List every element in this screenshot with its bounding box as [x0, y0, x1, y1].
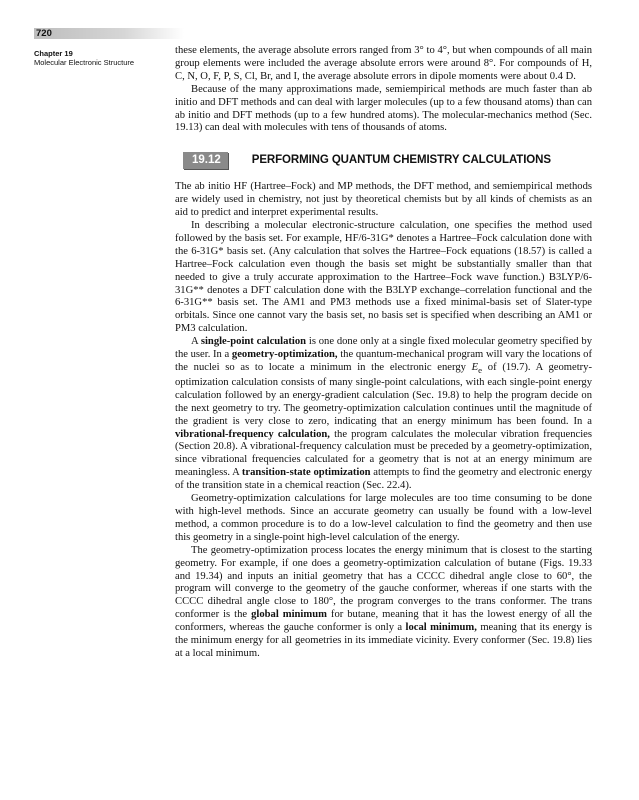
paragraph-minima [175, 545, 592, 661]
text-run: The geometry-optimization process locates the energy minimum that is closest to the starting geometry. For example, if one does a geometry-optimization calculation of butane (Figs. 19.33 and 19.34) and inputs an initial geometry that has a CCCC dihedral angle close to 60°, the program will converge to the geometry of the gauche conformer, whereas if one starts with the CCCC dihedral angle close to 180°, the program converges to the trans conformer. The trans conformer is the [175, 544, 592, 621]
term-transition-state: transition-state optimization [241, 467, 371, 479]
energy-symbol: E [471, 361, 479, 373]
section-number: 19.12 [183, 152, 228, 169]
section-heading [175, 152, 592, 169]
chapter-sidebar [34, 49, 174, 67]
paragraph-large-molecules: Geometry-optimization calculations for large molecules are too time consuming to be done with high-level methods. Since an accurate geometry can usually be found with a low-level method, a common procedure is to do a low-level calculation to find the geometry and then use this geometry in a single-point high-level calculation of the energy. [175, 493, 592, 543]
text-run: of (19.7). A geometry-optimization calculation consists of many single-point calculations, with each single-point energy calculation followed by an energy-gradient calculation (Sec. 19.8) to help the program decide on the next geometry to try. The geometry-optimization calculation continues until the magnitude of the gradient is very close to zero, indicating that an energy minimum has been found. In a [175, 361, 593, 427]
term-local-minimum: local minimum, [405, 622, 477, 634]
term-vibrational-frequency: vibrational-frequency calculation, [175, 428, 330, 440]
term-global-minimum: global minimum [251, 609, 327, 621]
energy-subscript: e [478, 365, 483, 376]
chapter-label: Chapter 19 [34, 49, 73, 58]
page-number-bar [34, 28, 184, 39]
paragraph-methods: The ab initio HF (Hartree–Fock) and MP methods, the DFT method, and semiempirical methods are widely used in chemistry, not just by theoretical chemists but by all kinds of chemists as an aid to predict and interpret experimental results. [175, 181, 592, 219]
text-run: the program calculates the molecular vibration frequencies (Section 20.8). A vibrational-frequency calculation must be preceded by a geometry-optimization, since vibrational frequencies calculated for a geometry that is not at an energy minimum are meaningless. A [175, 428, 592, 479]
text-run: attempts to find the geometry and electronic energy of the transition state in a chemical reaction (Sec. 22.4). [175, 467, 592, 492]
text-run: meaning that its energy is the minimum energy for all geometries in its immediate vicinity. Every conformer (Sec. 19.8) lies at a local minimum. [175, 622, 593, 659]
term-single-point: single-point calculation [200, 336, 307, 348]
page-number: 720 [36, 28, 52, 39]
section-title: PERFORMING QUANTUM CHEMISTRY CALCULATIONS [251, 154, 551, 167]
text-run: the quantum-mechanical program will vary the locations of the nuclei so as to locate a minimum in the electronic energy [175, 349, 592, 373]
text-run: A [191, 336, 201, 348]
chapter-title: Molecular Electronic Structure [34, 58, 135, 67]
paragraph-intro: these elements, the average absolute errors ranged from 3° to 4°, but when compounds of all main group elements were included the average absolute errors were around 8°. For compounds of H, C, N, O, F, P, S, Cl, Br, and I, the average absolute errors in dipole moments were about 0.4 D. [175, 45, 592, 82]
paragraph-calculation-types [175, 336, 592, 493]
term-geometry-optimization: geometry-optimization, [231, 349, 338, 361]
text-run: is one done only at a single fixed molecular geometry specified by the user. In a [175, 336, 592, 361]
main-text-column [175, 45, 592, 661]
paragraph-semiempirical: Because of the many approximations made, semiempirical methods are much faster than ab initio and DFT methods and can deal with larger molecules (up to a few thousand atoms) than can ab initio and DFT methods (up to a few hundred atoms). The molecular-mechanics method (Sec. 19.13) can deal with molecules with tens of thousands of atoms. [175, 83, 592, 134]
text-run: for butane, meaning that it has the lowest energy of all the conformers, whereas the gauche conformer is only a [175, 609, 593, 634]
paragraph-basis-set: In describing a molecular electronic-structure calculation, one specifies the method used followed by the basis set. For example, HF/6-31G* denotes a Hartree–Fock calculation done with the 6-31G* basis set. (Any calculation that solves the Hartree–Fock equations (18.57) is called a Hartree–Fock calculation even though the basis set might be substantially smaller than that needed to give a truly accurate approximation to the Hartree–Fock wave function.) B3LYP/6-31G** denotes a DFT calculation done with the B3LYP exchange–correlation functional and the 6-31G** basis set. The AM1 and PM3 methods use a fixed minimal-basis set of Slater-type orbitals. Since one cannot vary the basis set, no basis set is specified when describing an AM1 or PM3 calculation. [175, 219, 592, 335]
